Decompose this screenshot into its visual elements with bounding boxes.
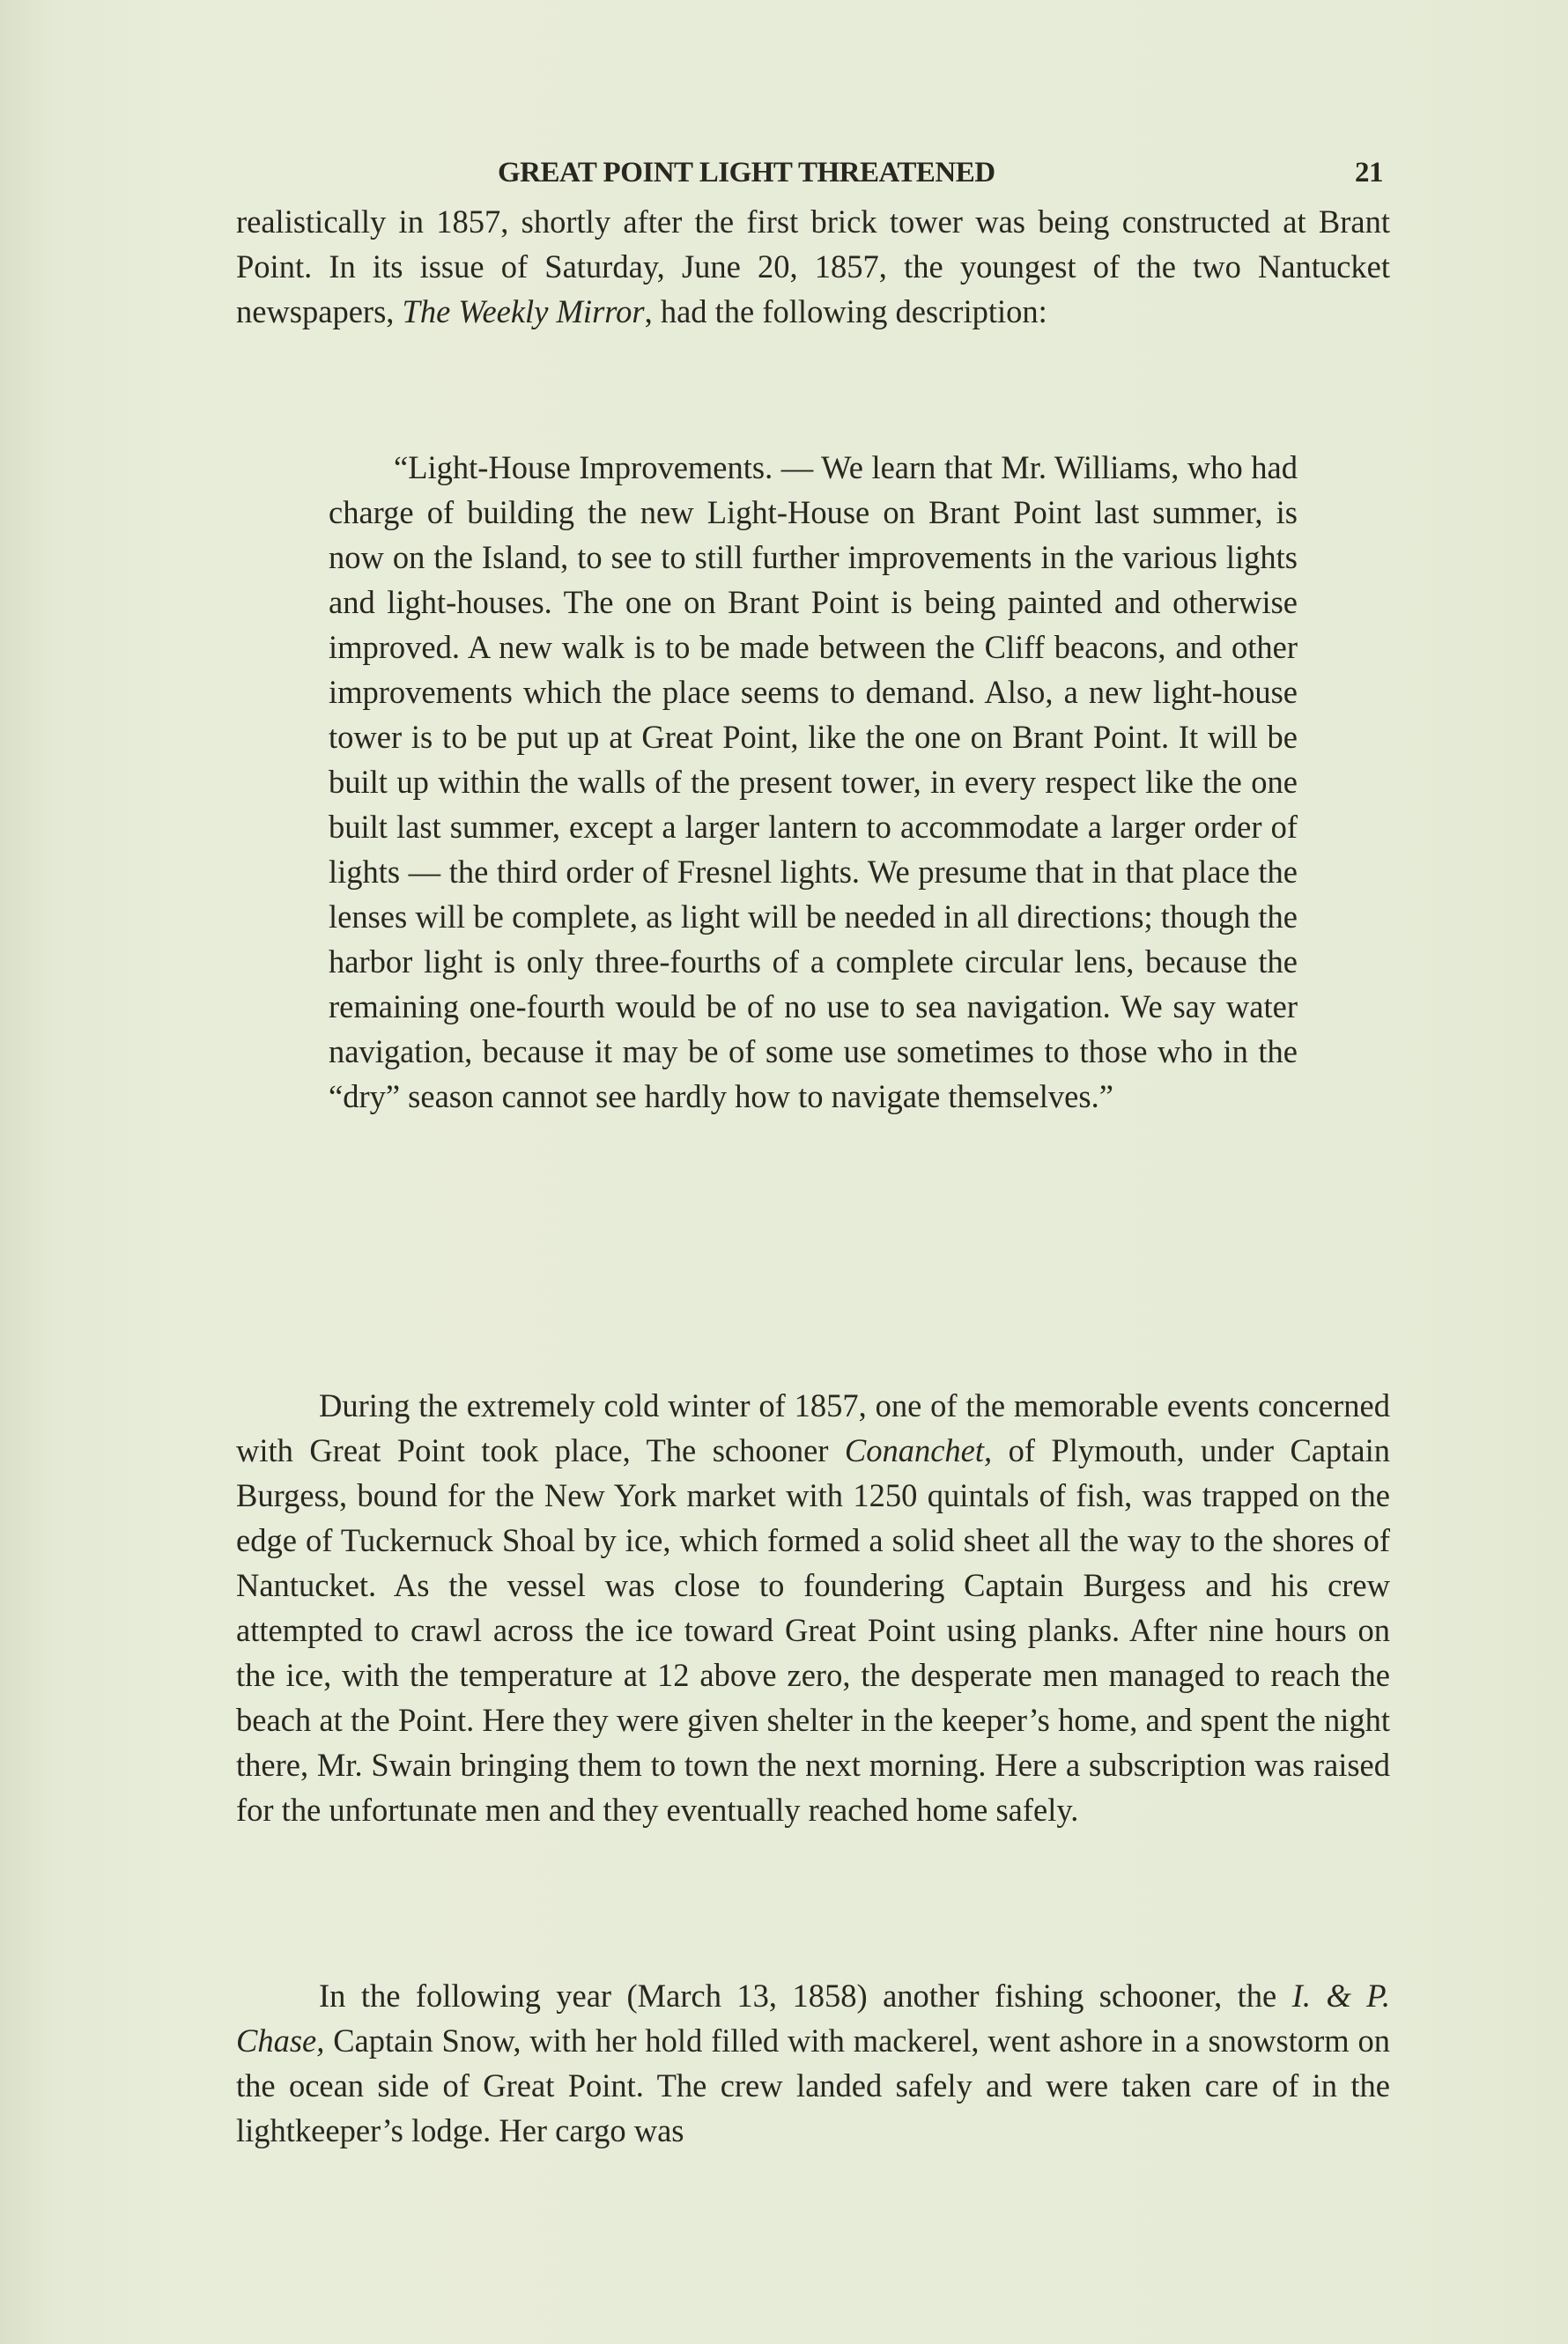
opening-text-1: realistically in 1857, shortly after the first brick tower was being constructed at Brant Point. In its issue of Saturday, June 20, 1857, the youngest of the two Nantucket newspapers, bbox=[236, 203, 1390, 329]
vessel-name-conanchet: Conanchet, bbox=[844, 1432, 993, 1468]
paragraph-chase bbox=[236, 1973, 1390, 2153]
quote-text: “Light-House Improvements. — We learn that Mr. Williams, who had charge of building the new Light-House on Brant Point last summer, is now on the Island, to see to still further improvements in the various lights and light-houses. The one on Brant Point is being painted and otherwise improved. A new walk is to be made between the Cliff beacons, and other improvements which the place seems to demand. Also, a new light-house tower is to be put up at Great Point, like the one on Brant Point. It will be built up within the walls of the present tower, in every respect like the one built last summer, except a larger lantern to accommodate a larger order of lights — the third order of Fresnel lights. We presume that in that place the lenses will be complete, as light will be needed in all directions; though the harbor light is only three-fourths of a complete circular lens, because the remaining one-fourth would be of no use to sea navigation. We say water navigation, because it may be of some use sometimes to those who in the “dry” season cannot see hardly how to navigate themselves.” bbox=[329, 449, 1298, 1114]
running-title: GREAT POINT LIGHT THREATENED bbox=[498, 157, 995, 189]
para-3-text-1: In the following year (March 13, 1858) another fishing schooner, the bbox=[319, 1978, 1292, 2014]
newspaper-title: The Weekly Mirror bbox=[402, 293, 645, 329]
para-2-text-1: During the extremely cold winter of 1857, one of the memorable events concerned with Great Point took place, The schooner bbox=[236, 1387, 1390, 1468]
para-3-text-2: Captain Snow, with her hold filled with mackerel, went ashore in a snowstorm on the ocean side of Great Point. The crew landed safely and were taken care of in the lightkeeper’s lodge. Her cargo was bbox=[236, 2022, 1390, 2148]
opening-text-2: , had the following description: bbox=[644, 293, 1047, 329]
paragraph-conanchet bbox=[236, 1383, 1390, 1832]
block-quote bbox=[329, 445, 1298, 1119]
para-2-text-2: of Plymouth, under Captain Burgess, bound for the New York market with 1250 quintals of fish, was trapped on the edge of Tuckernuck Shoal by ice, which formed a solid sheet all the way to the shores of Nantucket. As the vessel was close to foundering Captain Burgess and his crew attempted to crawl across the ice toward Great Point using planks. After nine hours on the ice, with the temperature at 12 above zero, the desperate men managed to reach the beach at the Point. Here they were given shelter in the keeper’s home, and spent the night there, Mr. Swain bringing them to town the next morning. Here a subscription was raised for the unfortunate men and they eventually reached home safely. bbox=[236, 1432, 1391, 1828]
opening-paragraph bbox=[236, 199, 1390, 334]
vessel-name-chase: I. & P. Chase, bbox=[236, 1978, 1390, 2059]
page-number: 21 bbox=[1355, 157, 1383, 189]
